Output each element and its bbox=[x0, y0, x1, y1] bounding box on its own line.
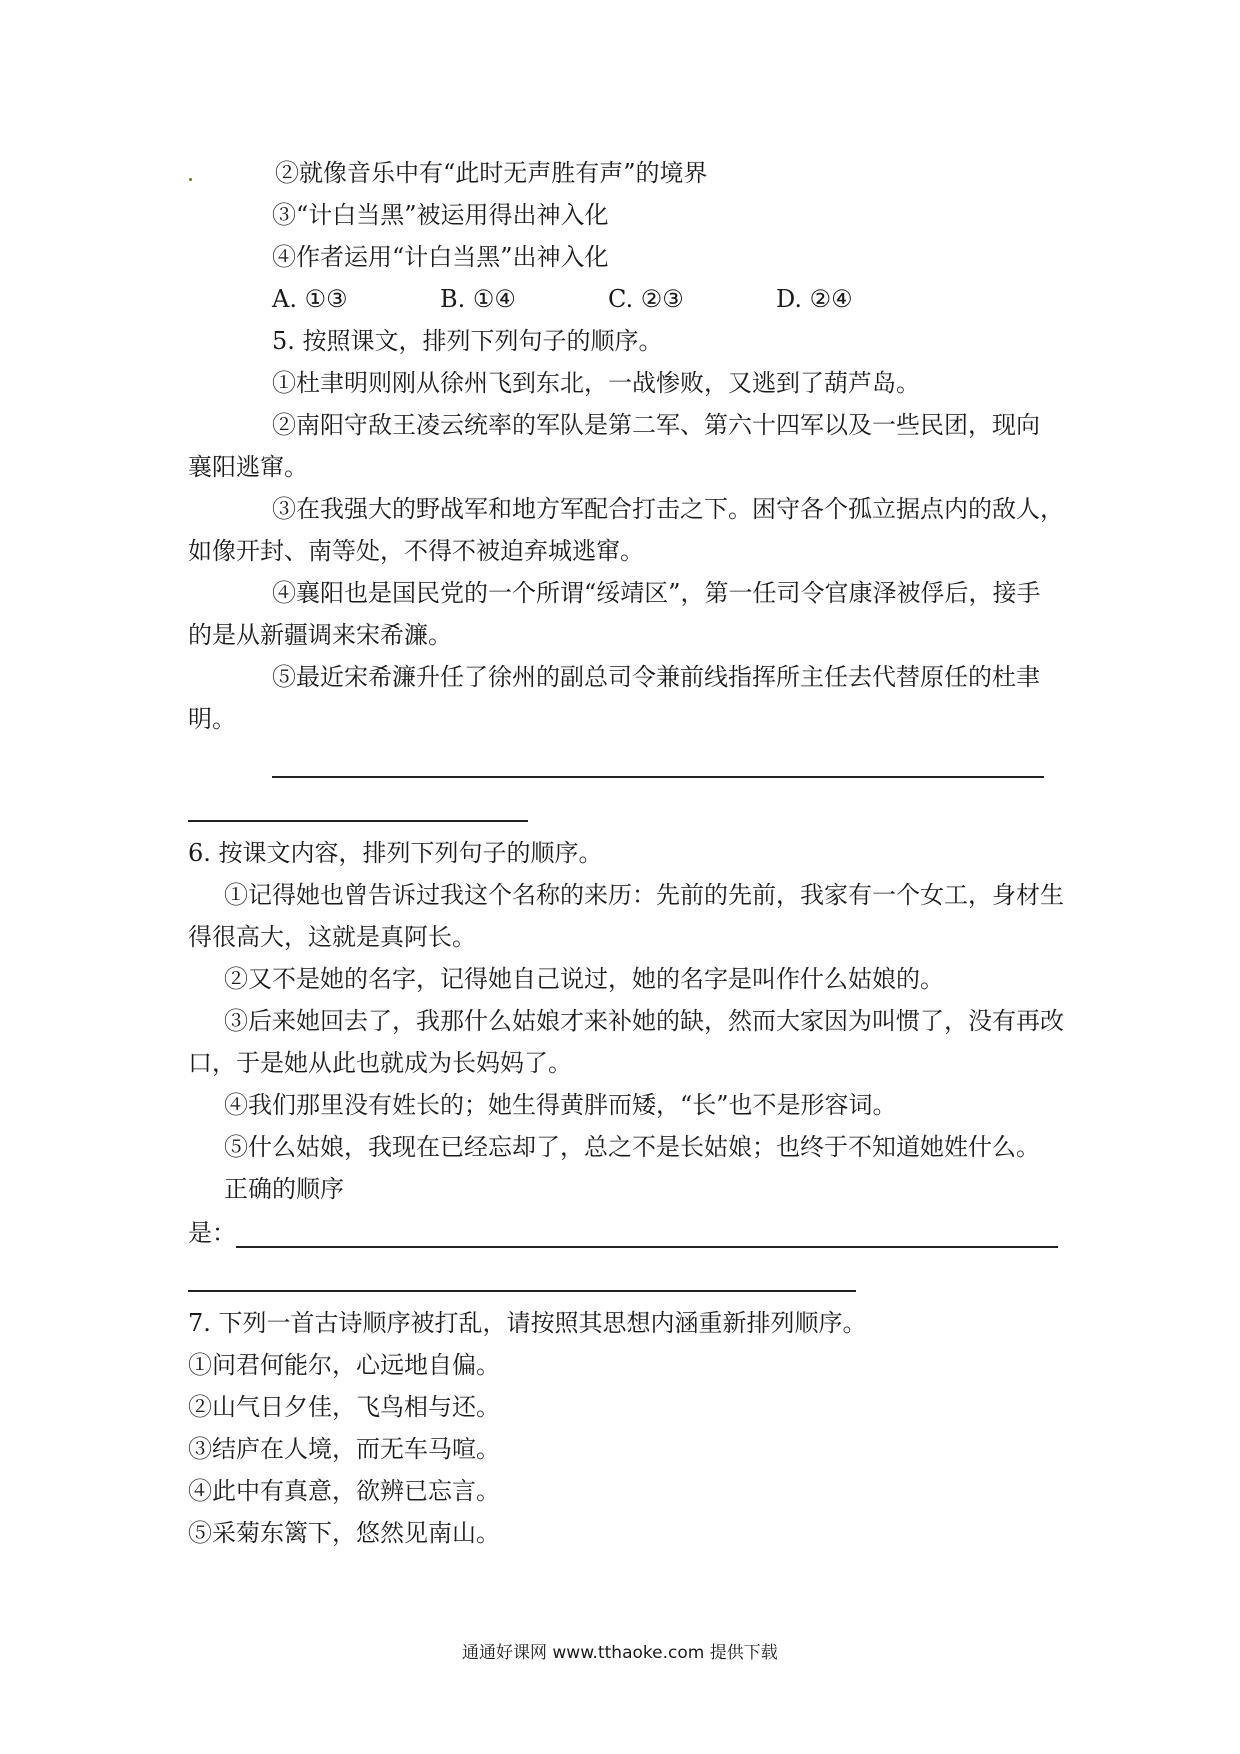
q7-line-5: ⑤采菊东篱下，悠然见南山。 bbox=[188, 1519, 500, 1547]
q6-answer-label-cont: 是： bbox=[188, 1219, 236, 1247]
q4-option-d: D. ②④ bbox=[776, 285, 853, 313]
q5-sentence-3: ③在我强大的野战军和地方军配合打击之下。困守各个孤立据点内的敌人， bbox=[272, 495, 1064, 523]
q5-sentence-5-cont: 明。 bbox=[188, 705, 236, 733]
q4-option-a: A. ①③ bbox=[272, 285, 348, 313]
q5-sentence-5: ⑤最近宋希濂升任了徐州的副总司令兼前线指挥所主任去代替原任的杜聿 bbox=[272, 663, 1040, 691]
q6-answer-line-2 bbox=[188, 1290, 856, 1292]
q5-sentence-2: ②南阳守敌王凌云统率的军队是第二军、第六十四军以及一些民团，现向 bbox=[272, 411, 1040, 439]
q6-sentence-1-cont: 得很高大，这就是真阿长。 bbox=[188, 923, 476, 951]
q5-answer-line bbox=[272, 776, 1044, 778]
page-footer: 通通好课网 www.tthaoke.com 提供下载 bbox=[462, 1643, 778, 1663]
q4-item-2: ②就像音乐中有“此时无声胜有声”的境界 bbox=[275, 159, 708, 187]
q5-sentence-4: ④襄阳也是国民党的一个所谓“绥靖区”，第一任司令官康泽被俘后，接手 bbox=[272, 579, 1041, 607]
q6-sentence-1: ①记得她也曾告诉过我这个名称的来历：先前的先前，我家有一个女工，身材生 bbox=[224, 881, 1064, 909]
q7-stem: 7. 下列一首古诗顺序被打乱，请按照其思想内涵重新排列顺序。 bbox=[188, 1309, 867, 1337]
q6-answer-line bbox=[236, 1246, 1058, 1248]
q6-sentence-5: ⑤什么姑娘，我现在已经忘却了，总之不是长姑娘；也终于不知道她姓什么。 bbox=[224, 1133, 1040, 1161]
q6-answer-label: 正确的顺序 bbox=[224, 1175, 344, 1203]
q6-sentence-4: ④我们那里没有姓长的；她生得黄胖而矮，“长”也不是形容词。 bbox=[224, 1091, 897, 1119]
q7-line-2: ②山气日夕佳，飞鸟相与还。 bbox=[188, 1393, 500, 1421]
scan-speck bbox=[189, 178, 192, 181]
q5-stem: 5. 按照课文，排列下列句子的顺序。 bbox=[272, 327, 663, 355]
q4-option-c: C. ②③ bbox=[608, 285, 684, 313]
q5-sentence-2-cont: 襄阳逃窜。 bbox=[188, 453, 308, 481]
q7-line-4: ④此中有真意，欲辨已忘言。 bbox=[188, 1477, 500, 1505]
q7-line-3: ③结庐在人境，而无车马喧。 bbox=[188, 1435, 500, 1463]
q5-sentence-4-cont: 的是从新疆调来宋希濂。 bbox=[188, 621, 452, 649]
q5-sentence-3-cont: 如像开封、南等处，不得不被迫弃城逃窜。 bbox=[188, 537, 644, 565]
q6-sentence-2: ②又不是她的名字，记得她自己说过，她的名字是叫作什么姑娘的。 bbox=[224, 965, 944, 993]
q4-item-3: ③“计白当黑”被运用得出神入化 bbox=[272, 201, 609, 229]
q5-answer-line-2 bbox=[188, 820, 528, 822]
q6-sentence-3: ③后来她回去了，我那什么姑娘才来补她的缺，然而大家因为叫惯了，没有再改 bbox=[224, 1007, 1064, 1035]
q5-sentence-1: ①杜聿明则刚从徐州飞到东北，一战惨败，又逃到了葫芦岛。 bbox=[272, 369, 920, 397]
q4-item-4: ④作者运用“计白当黑”出神入化 bbox=[272, 243, 609, 271]
q6-stem: 6. 按课文内容，排列下列句子的顺序。 bbox=[188, 839, 603, 867]
q4-option-b: B. ①④ bbox=[440, 285, 516, 313]
q7-line-1: ①问君何能尔，心远地自偏。 bbox=[188, 1351, 500, 1379]
q6-sentence-3-cont: 口，于是她从此也就成为长妈妈了。 bbox=[188, 1049, 572, 1077]
